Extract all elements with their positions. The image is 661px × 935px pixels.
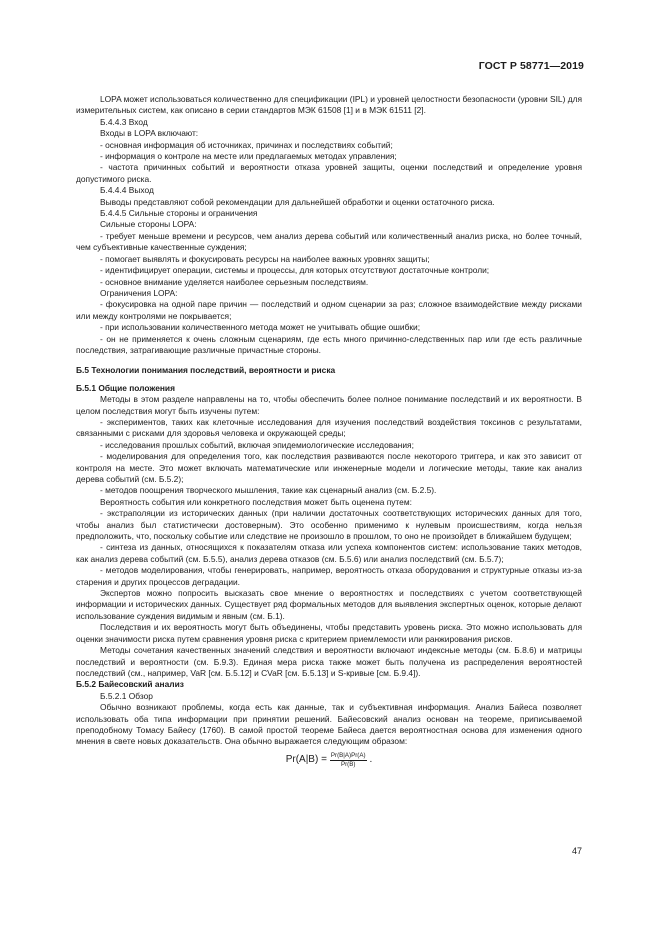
subsection-heading: Б.4.4.3 Вход	[100, 116, 148, 127]
paragraph: Экспертов можно попросить высказать свое мнение о вероятностях и последствиях с учетом соответствующей информации и исторических данных. Существует ряд формальных методов для выявления экспертных оценок, которые делают использование суждения видимым и явным (см. Б.1).	[76, 588, 582, 621]
subsection-heading: Б.4.4.4 Выход	[100, 185, 154, 196]
list-item: - частота причинных событий и вероятности отказа уровней защиты, оценки последствий и определение уровня допустимого риска.	[76, 162, 582, 184]
bayes-formula	[76, 752, 582, 769]
list-item: - экстраполяции из исторических данных (при наличии достаточных соответствующих исторических данных для того, чтобы анализ был статистически достоверным). Это особенно применимо к нулевым происшествиям, когда нельзя предположить, что, поскольку событие или следствие не произошло в прошлом, то оно не произойдет в ближайшем будущем;	[76, 508, 582, 542]
list-item: - при использовании количественного метода может не учитывать общие ошибки;	[100, 322, 421, 333]
paragraph: Методы сочетания качественных значений следствия и вероятности включают индексные методы (см. Б.8.6) и матрицы последствий и вероятности (см. Б.9.3). Единая мера риска также может быть получена из распределения вероятностей последствий (см., например, VaR [см. Б.5.12] и CVaR [см. Б.5.13] и S-кривые [см. Б.9.4]).	[76, 645, 582, 678]
list-item: - методов моделирования, чтобы генерировать, например, вероятность отказа оборудования и структурные отказы из-за старения и других процессов деградации.	[76, 565, 582, 587]
formula-end: .	[369, 754, 373, 766]
paragraph: Ограничения LOPA:	[100, 287, 178, 298]
list-item: - моделирования для определения того, как последствия развиваются после некоторого триггера, и как это зависит от контроля на месте. Это может включать математические или инженерные модели и логические методы, такие как анализ дерева событий (см. Б.5.2);	[76, 451, 582, 484]
formula-fraction	[330, 752, 367, 769]
list-item: - информация о контроле на месте или предлагаемых методах управления;	[100, 151, 397, 162]
list-item: - исследования прошлых событий, включая эпидемиологические исследования;	[100, 439, 414, 450]
list-item: - основное внимание уделяется наиболее серьезным последствиям.	[100, 276, 369, 287]
standard-header: ГОСТ Р 58771—2019	[478, 60, 584, 72]
list-item: - он не применяется к очень сложным сценариям, где есть много причинно-следственных пар или где есть различные последствия, затрагивающие различные причастные стороны.	[76, 333, 582, 355]
list-item: - идентифицирует операции, системы и процессы, для которых отсутствуют достаточные контроли;	[100, 265, 490, 276]
paragraph: Выводы представляют собой рекомендации для дальнейшей обработки и оценки остаточного риска.	[100, 196, 495, 207]
paragraph: Обычно возникают проблемы, когда есть как данные, так и субъективная информация. Анализ Байеса позволяет использовать оба типа информации при принятии решений. Байесовский анализ основан на теореме, приписываемой преподобному Томасу Байесу (1760). В самой простой теореме Байеса дается вероятностная основа для изменения одного мнения в свете новых доказательств. Она обычно выражается следующим образом:	[76, 702, 582, 747]
page-number: 47	[572, 846, 583, 856]
paragraph: LOPA может использоваться количественно для спецификации (IPL) и уровней целостности безопасности (уровни SIL) для измерительных систем, как описано в серии стандартов МЭК 61508 [1] и в МЭК 61511 [2].	[76, 94, 583, 116]
list-item: - фокусировка на одной паре причин — последствий и одном сценарии за раз; сложное взаимодействие между рисками или между контролями не покрывается;	[76, 299, 582, 321]
formula-denominator: Pr(B)	[340, 760, 356, 768]
paragraph: Последствия и их вероятность могут быть объединены, чтобы представить уровень риска. Это можно использовать для оценки значимости риска путем сравнения уровня риска с критерием приемлемости или ранжирования рисков.	[76, 622, 582, 644]
paragraph: Входы в LOPA включают:	[100, 128, 199, 139]
paragraph: Вероятность события или конкретного последствия может быть оценена путем:	[100, 496, 412, 507]
section-heading: Б.5 Технологии понимания последствий, вероятности и риска	[76, 365, 336, 376]
subsection-heading: Б.5.2 Байесовский анализ	[76, 679, 184, 690]
list-item: - основная информация об источниках, причинах и последствиях событий;	[100, 139, 393, 150]
subsection-heading: Б.5.1 Общие положения	[76, 382, 175, 393]
paragraph: Методы в этом разделе направлены на то, чтобы обеспечить более полное понимание последствий и их вероятности. В целом последствия могут быть изучены путем:	[76, 394, 582, 416]
list-item: - методов поощрения творческого мышления, такие как сценарный анализ (см. Б.2.5).	[100, 485, 437, 496]
subsection-heading: Б.4.4.5 Сильные стороны и ограничения	[100, 208, 258, 219]
list-item: - помогает выявлять и фокусировать ресурсы на наиболее важных уровнях защиты;	[100, 253, 430, 264]
subsection-heading: Б.5.2.1 Обзор	[100, 690, 153, 701]
formula-numerator: Pr(B|A)Pr(A)	[330, 751, 366, 759]
list-item: - экспериментов, таких как клеточные исследования для изучения последствий воздействия токсинов с результатами, связанными с рисками для здоровья человека и окружающей среды;	[76, 416, 582, 439]
paragraph: Сильные стороны LOPA:	[100, 219, 197, 230]
list-item: - требует меньше времени и ресурсов, чем анализ дерева событий или количественный анализ риска, но более точный, чем субъективные качественные суждения;	[76, 230, 582, 253]
document-body	[76, 94, 582, 769]
list-item: - синтеза из данных, относящихся к показателям отказа или успеха компонентов систем: использование таких методов, как анализ дерева событий (см. Б.5.5), анализ дерева отказов (см. Б.5.6) или анализ последствий (см. Б.5.7);	[76, 542, 582, 564]
formula-lhs: Pr(A|B) =	[285, 754, 327, 766]
